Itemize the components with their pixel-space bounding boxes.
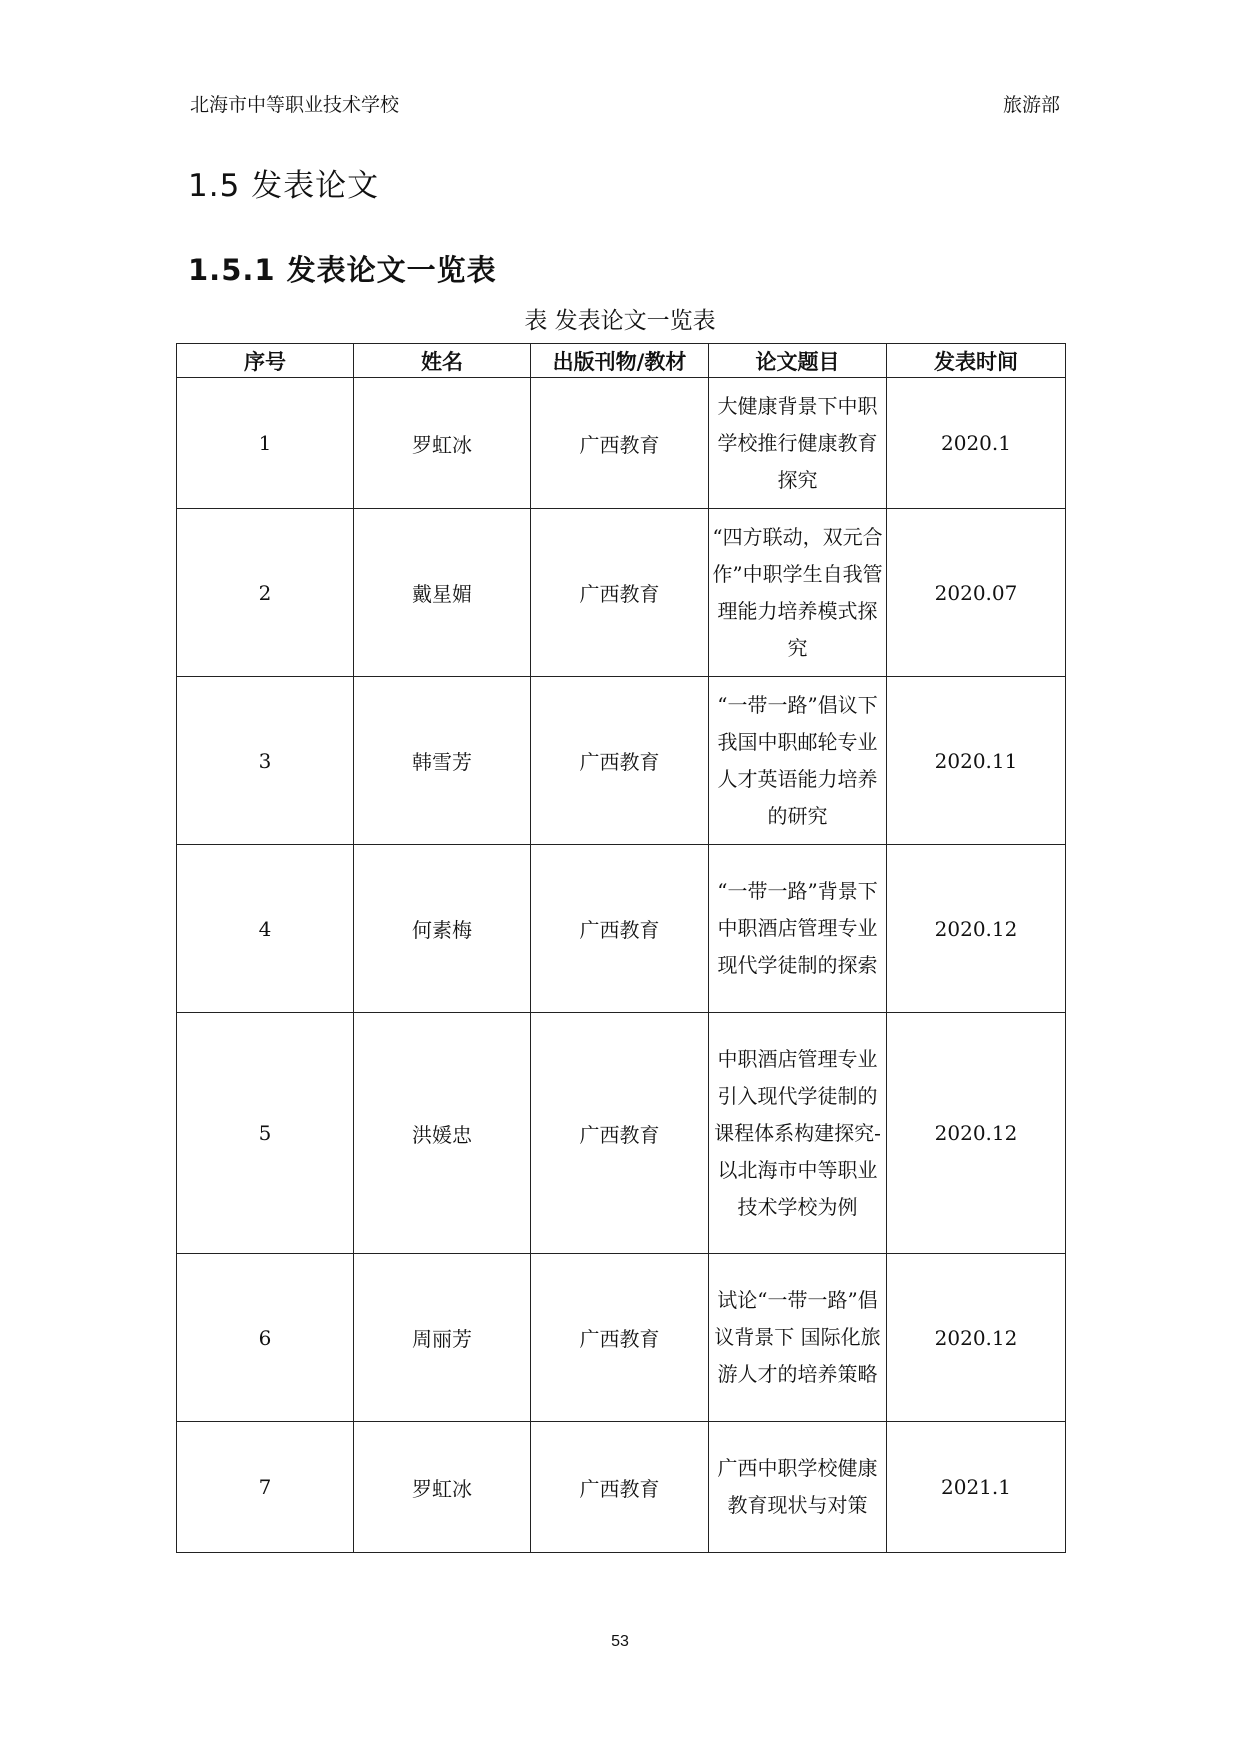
column-header-date: 发表时间: [887, 344, 1066, 378]
cell-publication: 广西教育: [531, 1013, 709, 1254]
table-row: [177, 677, 1066, 845]
cell-publication: 广西教育: [531, 1254, 709, 1422]
cell-date: 2020.12: [887, 1013, 1066, 1254]
cell-title: 广西中职学校健康教育现状与对策: [709, 1422, 887, 1553]
cell-date: 2020.12: [887, 845, 1066, 1013]
column-header-title: 论文题目: [709, 344, 887, 378]
cell-publication: 广西教育: [531, 845, 709, 1013]
cell-name: 何素梅: [354, 845, 531, 1013]
cell-no: 3: [177, 677, 354, 845]
cell-name: 罗虹冰: [354, 378, 531, 509]
cell-date: 2020.07: [887, 509, 1066, 677]
cell-title: “一带一路”倡议下我国中职邮轮专业人才英语能力培养的研究: [709, 677, 887, 845]
cell-date: 2020.11: [887, 677, 1066, 845]
cell-title: 试论“一带一路”倡议背景下 国际化旅游人才的培养策略: [709, 1254, 887, 1422]
cell-title: 大健康背景下中职学校推行健康教育探究: [709, 378, 887, 509]
table-row: [177, 1422, 1066, 1553]
page-number: 53: [611, 1633, 629, 1650]
header-department: 旅游部: [1002, 94, 1060, 116]
cell-publication: 广西教育: [531, 677, 709, 845]
section-heading: 1.5 发表论文: [188, 168, 380, 204]
cell-title: “四方联动，双元合作”中职学生自我管理能力培养模式探究: [709, 509, 887, 677]
cell-name: 周丽芳: [354, 1254, 531, 1422]
table-caption: 表 发表论文一览表: [524, 308, 716, 334]
table-row: [177, 378, 1066, 509]
cell-publication: 广西教育: [531, 509, 709, 677]
column-header-no: 序号: [177, 344, 354, 378]
cell-no: 4: [177, 845, 354, 1013]
cell-no: 5: [177, 1013, 354, 1254]
table-row: [177, 1254, 1066, 1422]
table-row: [177, 845, 1066, 1013]
table-header-row: [177, 344, 1066, 378]
cell-date: 2020.1: [887, 378, 1066, 509]
cell-title: 中职酒店管理专业引入现代学徒制的课程体系构建探究-以北海市中等职业技术学校为例: [709, 1013, 887, 1254]
cell-name: 韩雪芳: [354, 677, 531, 845]
papers-table: [176, 343, 1066, 1553]
cell-publication: 广西教育: [531, 1422, 709, 1553]
cell-name: 戴星媚: [354, 509, 531, 677]
cell-date: 2020.12: [887, 1254, 1066, 1422]
column-header-name: 姓名: [354, 344, 531, 378]
subsection-heading: 1.5.1 发表论文一览表: [188, 253, 497, 287]
cell-no: 1: [177, 378, 354, 509]
table-row: [177, 1013, 1066, 1254]
cell-publication: 广西教育: [531, 378, 709, 509]
cell-date: 2021.1: [887, 1422, 1066, 1553]
cell-no: 7: [177, 1422, 354, 1553]
cell-no: 6: [177, 1254, 354, 1422]
header-school-name: 北海市中等职业技术学校: [190, 94, 400, 116]
table-row: [177, 509, 1066, 677]
cell-no: 2: [177, 509, 354, 677]
cell-title: “一带一路”背景下中职酒店管理专业现代学徒制的探索: [709, 845, 887, 1013]
cell-name: 罗虹冰: [354, 1422, 531, 1553]
cell-name: 洪媛忠: [354, 1013, 531, 1254]
column-header-publication: 出版刊物/教材: [531, 344, 709, 378]
